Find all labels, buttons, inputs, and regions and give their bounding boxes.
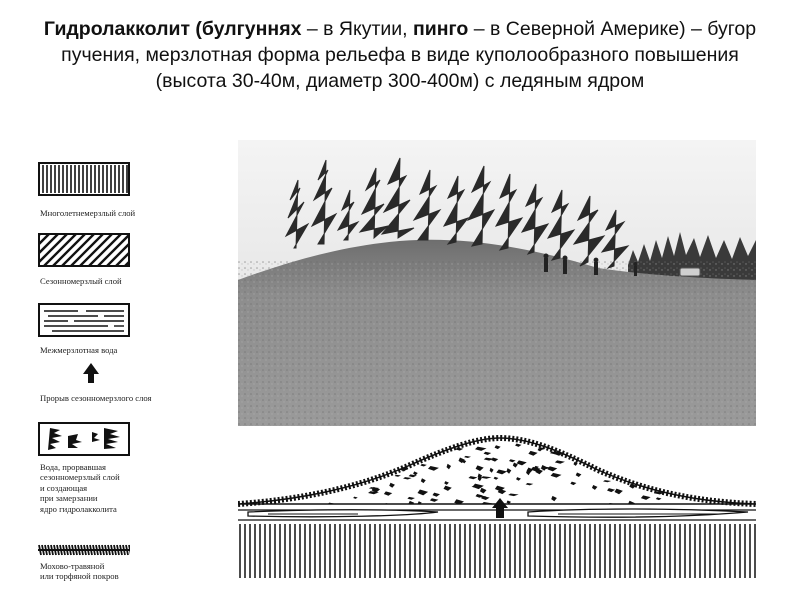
moss-layer-icon xyxy=(38,544,130,556)
legend-item-seasonal-frozen xyxy=(38,233,130,267)
diagonal-hatch-icon xyxy=(38,233,130,267)
legend-label-seasonal-frozen: Сезонномерзлый слой xyxy=(40,276,122,286)
hydrolaccolith-cross-section xyxy=(238,428,756,580)
legend-label-water: Межмерзлотная вода xyxy=(40,345,118,355)
legend-item-breakthrough xyxy=(82,362,100,384)
vertical-hatch-icon xyxy=(38,162,130,196)
legend-item-ice-core xyxy=(38,422,130,456)
legend-label-permafrost: Многолетнемерзлый слой xyxy=(40,208,136,218)
landscape-photo-image xyxy=(238,140,756,426)
title-term-pingo: пинго xyxy=(413,18,469,40)
legend-item-moss xyxy=(38,544,130,556)
hydrolaccolith-photo xyxy=(238,140,756,426)
legend-label-ice-core: Вода, прорвавшая сезонномерзлый слой и создающая при замерзании ядро гидролакколита xyxy=(40,462,120,514)
legend-label-breakthrough: Прорыв сезонномерзлого слоя xyxy=(40,393,152,403)
cross-section-diagram xyxy=(238,428,756,580)
ice-core-icon xyxy=(38,422,130,456)
title-term: Гидролакколит (булгуннях xyxy=(43,18,302,40)
legend xyxy=(38,140,238,590)
legend-label-moss: Мохово-травяной или торфяной покров xyxy=(40,561,119,582)
arrow-up-icon xyxy=(82,362,100,384)
water-lines-icon xyxy=(38,303,130,337)
title-text-2: – в Северной Америке) – бугор пучения, мерзлотная форма рельефа в виде куполообразного повышения (высота 30-40м, диаметр 300-400м) с ледяным ядром xyxy=(61,18,757,92)
title-text-1: – в Якутии, xyxy=(301,18,414,40)
slide-title xyxy=(30,16,770,94)
legend-item-water xyxy=(38,303,130,337)
legend-item-permafrost xyxy=(38,162,130,196)
